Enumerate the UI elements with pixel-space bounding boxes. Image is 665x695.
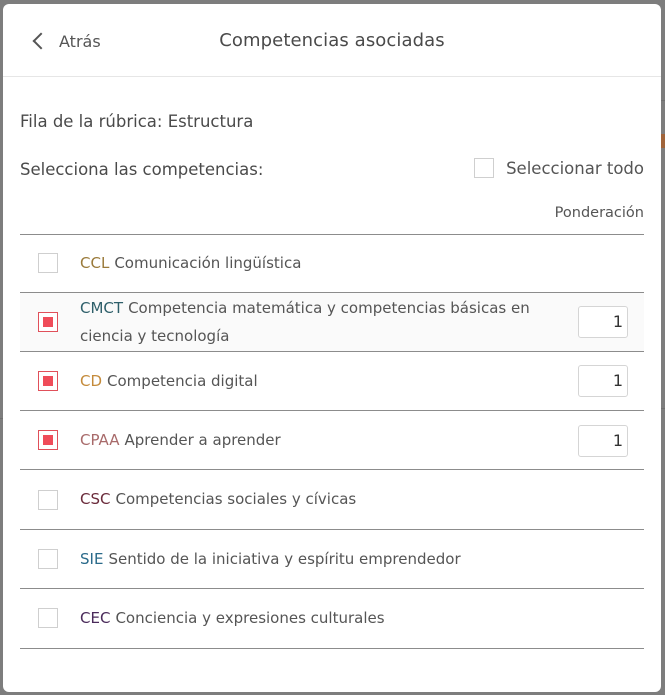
competency-checkbox[interactable]	[38, 371, 58, 391]
select-competencies-label: Selecciona las competencias:	[20, 160, 264, 179]
competency-checkbox[interactable]	[38, 490, 58, 510]
dialog-title: Competencias asociadas	[219, 30, 445, 51]
select-all-checkbox[interactable]	[474, 158, 494, 178]
rubric-row-label: Fila de la rúbrica: Estructura	[20, 112, 254, 131]
competency-code: CEC	[80, 609, 111, 627]
competency-row	[20, 470, 644, 530]
select-all-label: Seleccionar todo	[506, 158, 644, 178]
competency-text	[80, 367, 258, 395]
competency-name: Sentido de la iniciativa y espíritu emprendedor	[108, 550, 461, 568]
competency-code: CPAA	[80, 431, 120, 449]
competency-name: Competencia digital	[107, 372, 258, 390]
competency-code: CMCT	[80, 299, 124, 317]
competency-checkbox[interactable]	[38, 253, 58, 273]
competency-name: Aprender a aprender	[124, 431, 281, 449]
competency-row	[20, 411, 644, 470]
competency-text	[80, 249, 301, 277]
competency-code: CCL	[80, 254, 110, 272]
competency-checkbox[interactable]	[38, 608, 58, 628]
competency-name: Comunicación lingüística	[114, 254, 302, 272]
competency-text	[80, 604, 385, 632]
competency-code: CSC	[80, 490, 111, 508]
competency-row	[20, 293, 644, 352]
competency-code: SIE	[80, 550, 104, 568]
background-divider	[661, 408, 665, 409]
select-all-toggle[interactable]	[474, 158, 644, 178]
competency-checkbox[interactable]	[38, 312, 58, 332]
competency-name-line2: ciencia y tecnología	[80, 327, 230, 345]
weight-input[interactable]: 1	[578, 425, 628, 457]
competency-text	[80, 485, 356, 513]
dialog-header	[3, 4, 661, 77]
back-label: Atrás	[59, 31, 101, 51]
competency-checkbox[interactable]	[38, 549, 58, 569]
competency-name: Competencias sociales y cívicas	[115, 490, 357, 508]
background-divider	[661, 100, 665, 101]
competency-text	[80, 426, 281, 454]
competency-row	[20, 235, 644, 293]
competency-text	[80, 545, 461, 573]
competency-text	[80, 294, 540, 350]
competency-list	[20, 234, 644, 627]
competency-row	[20, 589, 644, 649]
weight-input[interactable]: 1	[578, 365, 628, 397]
competencies-dialog	[3, 4, 661, 692]
competency-code: CD	[80, 372, 103, 390]
weight-column-header: Ponderación	[554, 205, 644, 221]
competency-row	[20, 352, 644, 411]
competency-name: Competencia matemática y competencias básicas en	[128, 299, 530, 317]
competency-row	[20, 530, 644, 589]
weight-input[interactable]: 1	[578, 306, 628, 338]
competency-checkbox[interactable]	[38, 430, 58, 450]
competency-name: Conciencia y expresiones culturales	[115, 609, 385, 627]
